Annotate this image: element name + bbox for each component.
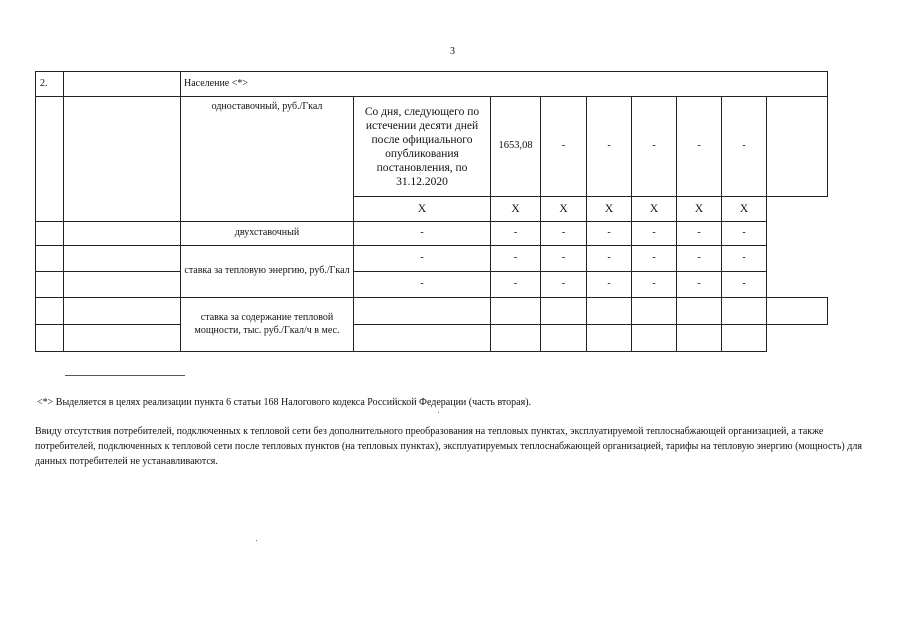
energy-rate-dash: - — [722, 272, 767, 298]
empty-cell — [64, 72, 181, 97]
section-number: 2. — [36, 72, 64, 97]
empty-cell — [354, 298, 491, 325]
energy-rate-dash: - — [722, 246, 767, 272]
empty-cell — [632, 298, 677, 325]
x-mark: X — [587, 197, 632, 222]
energy-rate-row-2 — [36, 272, 828, 298]
two-rate-label: двухставочный — [181, 222, 354, 246]
single-rate-period: Со дня, следующего по истечении десяти дней после официального опубликования постановления, по 31.12.2020 — [354, 97, 491, 197]
single-rate-value: - — [722, 97, 767, 197]
section-header-row — [36, 72, 828, 97]
capacity-rate-label: ставка за содержание тепловой мощности, тыс. руб./Гкал/ч в мес. — [181, 298, 354, 352]
x-mark: X — [354, 197, 491, 222]
page-number: 3 — [450, 46, 455, 57]
empty-cell — [587, 325, 632, 352]
x-mark: X — [632, 197, 677, 222]
empty-cell — [722, 298, 767, 325]
empty-cell — [64, 97, 181, 222]
section-title: Население <*> — [181, 72, 828, 97]
capacity-rate-row — [36, 298, 828, 325]
energy-rate-dash: - — [632, 246, 677, 272]
empty-cell — [64, 246, 181, 272]
empty-cell — [632, 325, 677, 352]
energy-rate-dash: - — [354, 246, 491, 272]
tariff-table — [35, 71, 828, 352]
two-rate-dash: - — [632, 222, 677, 246]
energy-rate-dash: - — [677, 246, 722, 272]
empty-cell — [36, 246, 64, 272]
two-rate-row — [36, 222, 828, 246]
empty-cell — [64, 298, 181, 325]
energy-rate-dash: - — [677, 272, 722, 298]
x-mark: X — [722, 197, 767, 222]
energy-rate-dash: - — [587, 272, 632, 298]
scan-speck — [256, 540, 257, 541]
empty-cell — [354, 325, 491, 352]
two-rate-dash: - — [541, 222, 587, 246]
footnote: <*> Выделяется в целях реализации пункта 6 статьи 168 Налогового кодекса Российской Федерации (часть вторая). — [37, 397, 532, 408]
single-rate-value: - — [541, 97, 587, 197]
empty-cell — [677, 298, 722, 325]
two-rate-dash: - — [677, 222, 722, 246]
empty-cell — [587, 298, 632, 325]
energy-rate-dash: - — [541, 272, 587, 298]
x-mark: X — [541, 197, 587, 222]
single-rate-value: - — [632, 97, 677, 197]
single-rate-value: - — [677, 97, 722, 197]
note-paragraph: Ввиду отсутствия потребителей, подключенных к тепловой сети без дополнительного преобразования на тепловых пунктах, эксплуатируемой теплоснабжающей организацией, а также потребителей, подключенных к тепловой сети после тепловых пунктов (на тепловых пунктах), эксплуатируемых теплоснабжающей организацией, тарифы на тепловую энергию (мощность) для данных потребителей не устанавливаются. — [35, 426, 862, 467]
empty-cell — [767, 97, 828, 197]
scan-speck — [438, 412, 439, 413]
two-rate-dash: - — [354, 222, 491, 246]
single-rate-value: 1653,08 — [491, 97, 541, 197]
x-mark: X — [491, 197, 541, 222]
single-rate-row — [36, 97, 828, 197]
two-rate-dash: - — [587, 222, 632, 246]
empty-cell — [491, 298, 541, 325]
empty-cell — [36, 222, 64, 246]
energy-rate-dash: - — [632, 272, 677, 298]
single-rate-value: - — [587, 97, 632, 197]
empty-cell — [541, 325, 587, 352]
energy-rate-dash: - — [541, 246, 587, 272]
empty-cell — [36, 97, 64, 222]
two-rate-dash: - — [491, 222, 541, 246]
x-mark: X — [677, 197, 722, 222]
energy-rate-dash: - — [491, 246, 541, 272]
empty-cell — [767, 298, 828, 325]
energy-rate-dash: - — [587, 246, 632, 272]
empty-cell — [36, 272, 64, 298]
empty-cell — [36, 325, 64, 352]
footnote-separator — [65, 375, 185, 376]
empty-cell — [541, 298, 587, 325]
empty-cell — [722, 325, 767, 352]
energy-rate-dash: - — [354, 272, 491, 298]
energy-rate-row — [36, 246, 828, 272]
energy-rate-label: ставка за тепловую энергию, руб./Гкал — [181, 246, 354, 298]
empty-cell — [36, 298, 64, 325]
empty-cell — [64, 272, 181, 298]
empty-cell — [64, 222, 181, 246]
empty-cell — [64, 325, 181, 352]
single-rate-label: одноставочный, руб./Гкал — [181, 97, 354, 222]
two-rate-dash: - — [722, 222, 767, 246]
energy-rate-dash: - — [491, 272, 541, 298]
empty-cell — [491, 325, 541, 352]
empty-cell — [677, 325, 722, 352]
capacity-rate-row-2 — [36, 325, 828, 352]
